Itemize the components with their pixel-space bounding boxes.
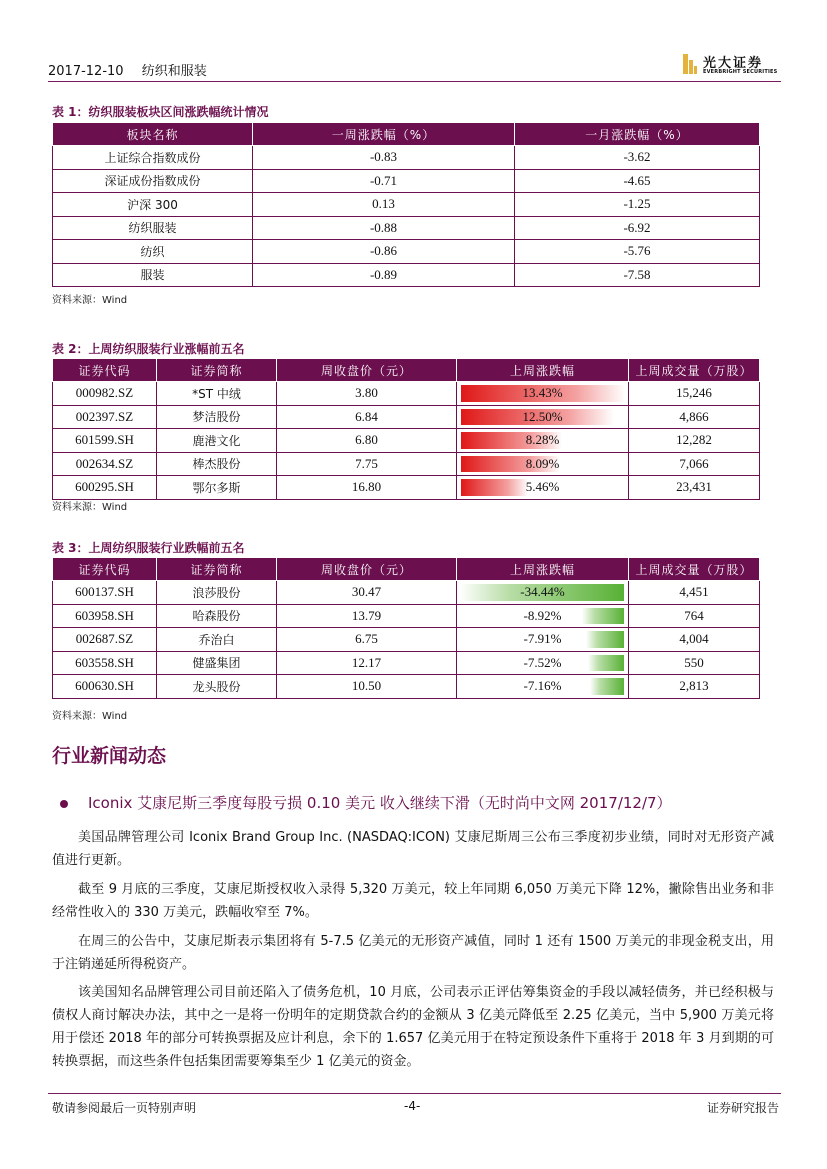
table-row <box>53 604 760 628</box>
month-change-cell: -6.92 <box>515 216 760 240</box>
bullet-icon <box>60 800 68 808</box>
change-bar <box>582 608 624 625</box>
table-row <box>53 193 760 217</box>
volume-cell: 4,451 <box>629 581 760 605</box>
close-price-cell: 30.47 <box>277 581 457 605</box>
stock-code-cell: 002687.SZ <box>53 628 157 652</box>
table-row <box>53 216 760 240</box>
change-cell <box>457 476 629 500</box>
stock-name-cell: 浪莎股份 <box>157 581 277 605</box>
month-change-cell: -7.58 <box>515 263 760 287</box>
logo-text-cn: 光大证券 <box>703 55 764 70</box>
table-row <box>53 240 760 264</box>
stock-name-cell: *ST 中绒 <box>157 382 277 406</box>
table2-header: 证券简称 <box>157 359 277 382</box>
stock-code-cell: 600630.SH <box>53 675 157 699</box>
volume-cell: 2,813 <box>629 675 760 699</box>
sector-name-cell: 深证成份指数成份 <box>53 169 253 193</box>
table1-caption: 表 1：纺织服装板块区间涨跌幅统计情况 <box>52 105 269 119</box>
footer-report-type: 证券研究报告 <box>706 1101 779 1115</box>
close-price-cell: 6.80 <box>277 429 457 453</box>
sector-name-cell: 纺织服装 <box>53 216 253 240</box>
table3-header: 证券简称 <box>157 558 277 581</box>
change-value: 13.43% <box>522 385 563 401</box>
logo-mark-icon <box>683 54 697 74</box>
change-value: -8.92% <box>523 607 562 623</box>
sector-name-cell: 纺织 <box>53 240 253 264</box>
table-row <box>53 382 760 406</box>
top-gainers-table <box>52 358 760 500</box>
everbright-logo <box>683 52 783 78</box>
change-value: -7.52% <box>523 654 562 670</box>
month-change-cell: -5.76 <box>515 240 760 264</box>
table2-header: 上周成交量（万股） <box>629 359 760 382</box>
change-cell <box>457 604 629 628</box>
table-row <box>53 452 760 476</box>
week-change-cell: 0.13 <box>253 193 515 217</box>
change-cell <box>457 452 629 476</box>
table3-header: 上周成交量（万股） <box>629 558 760 581</box>
stock-code-cell: 603958.SH <box>53 604 157 628</box>
change-cell <box>457 581 629 605</box>
volume-cell: 550 <box>629 651 760 675</box>
table-row <box>53 476 760 500</box>
week-change-cell: -0.83 <box>253 146 515 170</box>
table3-header: 上周涨跌幅 <box>457 558 629 581</box>
news-headline-text: Iconix 艾康尼斯三季度每股亏损 0.10 美元 收入继续下滑（无时尚中文网 2017/12/7） <box>88 794 672 812</box>
week-change-cell: -0.88 <box>253 216 515 240</box>
footer-disclaimer: 敬请参阅最后一页特别声明 <box>52 1101 197 1115</box>
sector-name-cell: 沪深 300 <box>53 193 253 217</box>
volume-cell: 764 <box>629 604 760 628</box>
close-price-cell: 6.84 <box>277 405 457 429</box>
stock-name-cell: 棒杰股份 <box>157 452 277 476</box>
change-cell <box>457 675 629 699</box>
volume-cell: 23,431 <box>629 476 760 500</box>
volume-cell: 4,004 <box>629 628 760 652</box>
stock-name-cell: 哈森股份 <box>157 604 277 628</box>
table3-header: 证券代码 <box>53 558 157 581</box>
stock-code-cell: 002634.SZ <box>53 452 157 476</box>
report-date: 2017-12-10 <box>48 64 124 79</box>
change-value: -7.91% <box>523 631 562 647</box>
sector-name-cell: 服装 <box>53 263 253 287</box>
page-header <box>48 60 207 79</box>
change-value: 8.09% <box>525 455 560 471</box>
news-paragraph: 在周三的公告中，艾康尼斯表示集团将有 5-7.5 亿美元的无形资产减值，同时 1 还有 1500 万美元的非现金税支出，用于注销递延所得税资产。 <box>52 934 774 972</box>
sector-change-table <box>52 122 760 287</box>
table3-header: 周收盘价（元） <box>277 558 457 581</box>
table2-header: 证券代码 <box>53 359 157 382</box>
section-title: 行业新闻动态 <box>52 745 167 767</box>
table1-header: 一周涨跌幅（%） <box>253 123 515 146</box>
table-row <box>53 263 760 287</box>
week-change-cell: -0.89 <box>253 263 515 287</box>
news-paragraph: 美国品牌管理公司 Iconix Brand Group Inc. (NASDAQ:ICON) 艾康尼斯周三公布三季度初步业绩，同时对无形资产减值进行更新。 <box>52 830 774 868</box>
table-row <box>53 169 760 193</box>
stock-code-cell: 000982.SZ <box>53 382 157 406</box>
stock-name-cell: 梦洁股份 <box>157 405 277 429</box>
table3-caption: 表 3：上周纺织服装行业跌幅前五名 <box>52 541 245 555</box>
table-row <box>53 146 760 170</box>
change-cell <box>457 382 629 406</box>
month-change-cell: -1.25 <box>515 193 760 217</box>
change-cell <box>457 405 629 429</box>
change-cell <box>457 628 629 652</box>
week-change-cell: -0.71 <box>253 169 515 193</box>
stock-name-cell: 龙头股份 <box>157 675 277 699</box>
close-price-cell: 3.80 <box>277 382 457 406</box>
stock-code-cell: 002397.SZ <box>53 405 157 429</box>
change-value: -7.16% <box>523 678 562 694</box>
table1-source: 资料来源：Wind <box>52 295 128 306</box>
stock-code-cell: 601599.SH <box>53 429 157 453</box>
change-cell <box>457 651 629 675</box>
close-price-cell: 12.17 <box>277 651 457 675</box>
volume-cell: 4,866 <box>629 405 760 429</box>
close-price-cell: 7.75 <box>277 452 457 476</box>
volume-cell: 12,282 <box>629 429 760 453</box>
change-value: 8.28% <box>525 432 560 448</box>
table-row <box>53 429 760 453</box>
table-row <box>53 675 760 699</box>
change-bar <box>590 678 624 695</box>
week-change-cell: -0.86 <box>253 240 515 264</box>
change-bar <box>461 479 528 496</box>
close-price-cell: 6.75 <box>277 628 457 652</box>
stock-name-cell: 乔治白 <box>157 628 277 652</box>
table1-header: 板块名称 <box>53 123 253 146</box>
table2-header: 上周涨跌幅 <box>457 359 629 382</box>
sector-name-cell: 上证综合指数成份 <box>53 146 253 170</box>
volume-cell: 7,066 <box>629 452 760 476</box>
change-bar <box>588 655 624 672</box>
table2-source: 资料来源：Wind <box>52 502 128 513</box>
top-losers-table <box>52 557 760 699</box>
stock-code-cell: 603558.SH <box>53 651 157 675</box>
close-price-cell: 10.50 <box>277 675 457 699</box>
table2-caption: 表 2：上周纺织服装行业涨幅前五名 <box>52 342 245 356</box>
news-paragraph: 该美国知名品牌管理公司目前还陷入了债务危机，10 月底，公司表示正评估筹集资金的手段以减轻债务，并已经积极与债权人商讨解决办法，其中之一是将一份明年的定期贷款合约的金额从 3 亿美元降低至 2.25 亿美元，当中 5,900 万美元将用于偿还 2018 年的部分可转换票据及应计利息，余下的 1.657 亿美元用于在特定预设条件下重将于 2018 年 3 月到期的可转换票据，而这些条件包括集团需要筹集至少 1 亿美元的资金。 <box>52 985 774 1069</box>
table-row <box>53 405 760 429</box>
change-cell <box>457 429 629 453</box>
footer-divider <box>48 1093 781 1094</box>
month-change-cell: -4.65 <box>515 169 760 193</box>
stock-name-cell: 鹿港文化 <box>157 429 277 453</box>
month-change-cell: -3.62 <box>515 146 760 170</box>
stock-name-cell: 鄂尔多斯 <box>157 476 277 500</box>
change-bar <box>586 631 624 648</box>
stock-code-cell: 600137.SH <box>53 581 157 605</box>
close-price-cell: 16.80 <box>277 476 457 500</box>
table2-header: 周收盘价（元） <box>277 359 457 382</box>
change-value: 5.46% <box>525 479 560 495</box>
table1-header: 一月涨跌幅（%） <box>515 123 760 146</box>
news-headline <box>60 792 672 813</box>
close-price-cell: 13.79 <box>277 604 457 628</box>
table-row <box>53 628 760 652</box>
logo-text-en: EVERBRIGHT SECURITIES <box>703 69 778 75</box>
change-value: -34.44% <box>520 584 565 600</box>
stock-name-cell: 健盛集团 <box>157 651 277 675</box>
volume-cell: 15,246 <box>629 382 760 406</box>
stock-code-cell: 600295.SH <box>53 476 157 500</box>
header-divider <box>48 81 781 82</box>
page-number: -4- <box>404 1099 421 1113</box>
report-sector: 纺织和服装 <box>141 64 207 79</box>
change-value: 12.50% <box>522 408 563 424</box>
table3-source: 资料来源：Wind <box>52 711 128 722</box>
table-row <box>53 581 760 605</box>
table-row <box>53 651 760 675</box>
news-paragraph: 截至 9 月底的三季度，艾康尼斯授权收入录得 5,320 万美元，较上年同期 6,050 万美元下降 12%，撇除售出业务和非经常性收入的 330 万美元，跌幅收窄至 7%。 <box>52 882 774 920</box>
